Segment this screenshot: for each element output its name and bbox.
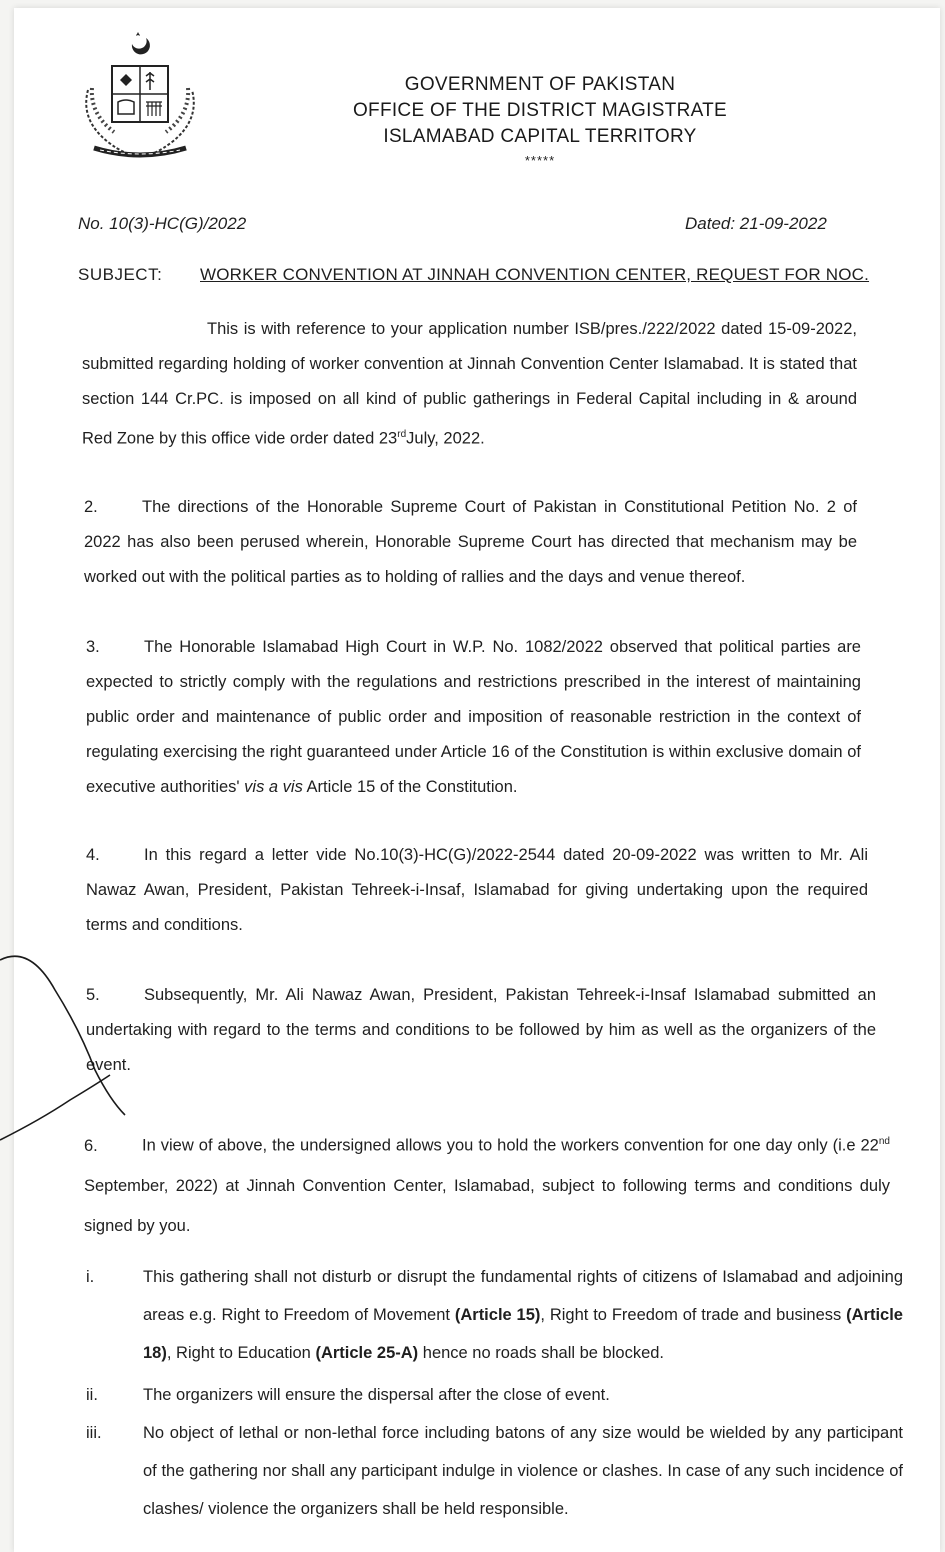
letter-date: Dated: 21-09-2022 <box>685 214 827 233</box>
paragraph-5: 5. Subsequently, Mr. Ali Nawaz Awan, President, Pakistan Tehreek-i-Insaf Islamabad submitted an undertaking with regard to the terms and conditions to be followed by him as well as the organizers of the event. <box>86 978 876 1083</box>
paragraph-number: 2. <box>84 498 98 516</box>
territory-title: ISLAMABAD CAPITAL TERRITORY <box>383 126 697 147</box>
paragraph-number: 5. <box>86 986 100 1004</box>
paragraph-1: This is with reference to your application number ISB/pres./222/2022 dated 15-09-2022, submitted regarding holding of worker convention at Jinnah Convention Center Islamabad. It is stated that section 144 Cr.PC. is imposed on all kind of public gatherings in Federal Capital including in & around Red Zone by this office vide order dated 23rdJuly, 2022. <box>82 320 857 448</box>
government-title: GOVERNMENT OF PAKISTAN <box>404 74 676 95</box>
pen-mark <box>0 950 140 1150</box>
condition-number: iii. <box>86 1424 102 1442</box>
condition-item <box>86 1414 906 1534</box>
paragraph-number: 3. <box>86 638 100 656</box>
reference-number: No. 10(3)-HC(G)/2022 <box>78 214 247 233</box>
office-title: OFFICE OF THE DISTRICT MAGISTRATE <box>352 100 728 121</box>
condition-number: i. <box>86 1268 95 1286</box>
condition-number: ii. <box>86 1386 98 1404</box>
condition-text: This gathering shall not disturb or disrupt the fundamental rights of citizens of Islamabad and adjoining areas e.g. Right to Freedom of Movement (Article 15), Right to Freedom of trade and business (Article 18), Right to Education (Article 25-A) hence no roads shall be blocked. <box>143 1268 903 1362</box>
condition-text: No object of lethal or non-lethal force including batons of any size would be wielded by any participant of the gathering nor shall any participant indulge in violence or clashes. In case of any such incidence of clashes/ violence the organizers shall be held responsible. <box>143 1424 903 1518</box>
paragraph-3: 3. The Honorable Islamabad High Court in W.P. No. 1082/2022 observed that political parties are expected to strictly comply with the regulations and restrictions prescribed in the interest of maintaining public order and maintenance of public order and imposition of reasonable restriction in the context of regulating exercising the right guaranteed under Article 16 of the Constitution is within exclusive domain of executive authorities' vis a vis Article 15 of the Constitution. <box>86 630 861 805</box>
paragraph-6: 6. In view of above, the undersigned allows you to hold the workers convention for one day only (i.e 22nd September, 2022) at Jinnah Convention Center, Islamabad, subject to following terms and conditions duly signed by you. <box>84 1122 890 1246</box>
subject-label: SUBJECT: <box>78 265 163 284</box>
condition-item <box>86 1376 906 1416</box>
paragraph-4: 4. In this regard a letter vide No.10(3)-HC(G)/2022-2544 dated 20-09-2022 was written to Mr. Ali Nawaz Awan, President, Pakistan Tehreek-i-Insaf, Islamabad for giving undertaking upon the required terms and conditions. <box>86 838 868 943</box>
paragraph-number: 4. <box>86 846 100 864</box>
paragraph-number: 6. <box>84 1136 98 1155</box>
header-stars: ***** <box>524 153 556 168</box>
condition-item <box>86 1258 906 1378</box>
subject-text: WORKER CONVENTION AT JINNAH CONVENTION CENTER, REQUEST FOR NOC. <box>200 265 870 284</box>
letterhead <box>330 72 750 170</box>
condition-text: The organizers will ensure the dispersal after the close of event. <box>143 1386 610 1404</box>
state-emblem-icon <box>70 30 210 170</box>
paragraph-2: 2. The directions of the Honorable Supreme Court of Pakistan in Constitutional Petition No. 2 of 2022 has also been perused wherein, Honorable Supreme Court has directed that mechanism may be worked out with the political parties as to holding of rallies and the days and venue thereof. <box>84 490 857 595</box>
